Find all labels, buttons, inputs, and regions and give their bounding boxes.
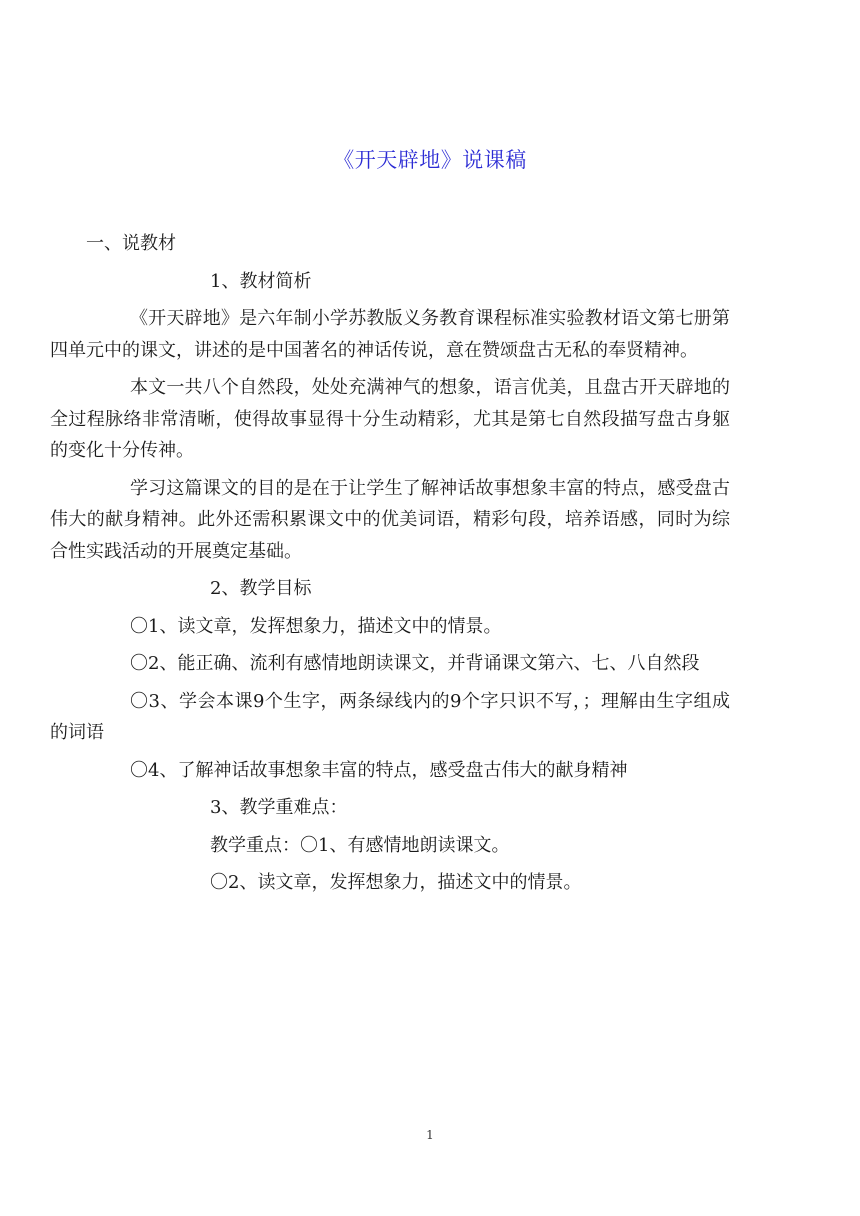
- subsection-heading-1: 1、教材简析: [210, 270, 312, 292]
- paragraph-intro: 《开天辟地》是六年制小学苏教版义务教育课程标准实验教材语文第七册第四单元中的课文，讲述的是中国著名的神话传说，意在赞颂盘古无私的奉贤精神。: [50, 308, 730, 361]
- goal-item-4: 〇4、了解神话故事想象丰富的特点，感受盘古伟大的献身精神: [130, 759, 628, 781]
- goal-item-3: 〇3、学会本课9个生字，两条绿线内的9个字只识不写，；理解由生字组成的词语: [50, 690, 730, 743]
- key-point-2: 〇2、读文章，发挥想象力，描述文中的情景。: [210, 872, 582, 893]
- document-body: [50, 228, 730, 899]
- paragraph-purpose: 学习这篇课文的目的是在于让学生了解神话故事想象丰富的特点，感受盘古伟大的献身精神。此外还需积累课文中的优美词语，精彩句段，培养语感，同时为综合性实践活动的开展奠定基础。: [50, 477, 730, 562]
- section-heading-1: 一、说教材: [86, 233, 176, 254]
- goal-item-1: 〇1、读文章，发挥想象力，描述文中的情景。: [130, 615, 502, 637]
- key-point-1: 教学重点：〇1、有感情地朗读课文。: [210, 834, 510, 856]
- goal-item-2: 〇2、能正确、流利有感情地朗读课文，并背诵课文第六、七、八自然段: [130, 653, 700, 674]
- subsection-heading-2: 2、教学目标: [210, 578, 312, 599]
- subsection-heading-3: 3、教学重难点：: [210, 797, 348, 818]
- page-number: 1: [426, 1128, 434, 1142]
- paragraph-overview: 本文一共八个自然段，处处充满神气的想象，语言优美，且盘古开天辟地的全过程脉络非常清晰，使得故事显得十分生动精彩，尤其是第七自然段描写盘古身躯的变化十分传神。: [50, 377, 730, 461]
- document-title: 《开天辟地》说课稿: [333, 148, 527, 172]
